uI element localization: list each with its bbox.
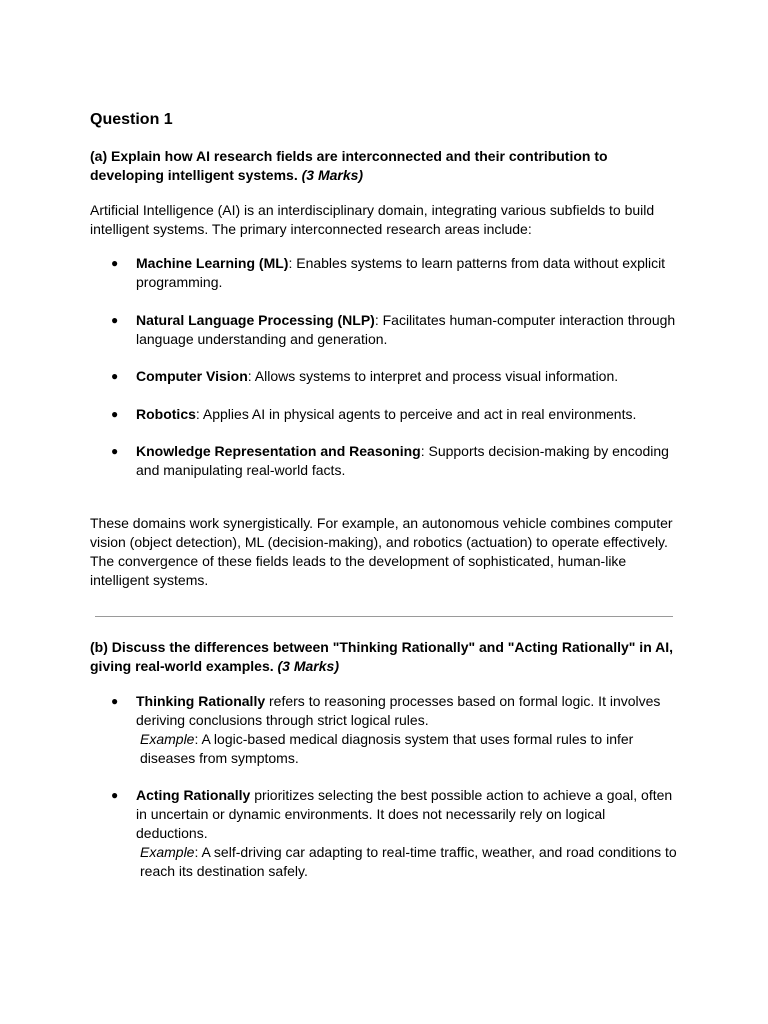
bullet-icon: ●: [111, 788, 119, 802]
example-text: : A logic-based medical diagnosis system that uses formal rules to infer diseases from symptoms.: [140, 731, 634, 766]
part-a-conclusion: These domains work synergistically. For example, an autonomous vehicle combines computer vision (object detection), ML (decision-making), and robotics (actuation) to operate effectively. The convergence of these fields leads to the development of sophisticated, human-like intelligent systems.: [90, 515, 673, 588]
list-item-term: Acting Rationally: [136, 787, 251, 803]
list-item-desc: : Applies AI in physical agents to perceive and act in real environments.: [195, 406, 637, 422]
list-item-desc: : Enables systems to learn patterns from data without explicit programming.: [136, 255, 666, 290]
part-a-intro: Artificial Intelligence (AI) is an interdisciplinary domain, integrating various subfields to build intelligent systems. The primary interconnected research areas include:: [90, 202, 655, 237]
list-item-term: Computer Vision: [136, 368, 248, 384]
bullet-icon: ●: [111, 369, 119, 383]
list-item-desc: : Allows systems to interpret and process visual information.: [247, 368, 619, 384]
list-item-desc: refers to reasoning processes based on formal logic. It involves deriving conclusions through strict logical rules.: [136, 693, 661, 728]
list-item: [90, 442, 680, 480]
part-b-heading: [90, 638, 680, 676]
list-item-term: Natural Language Processing (NLP): [136, 312, 375, 328]
example-text: : A self-driving car adapting to real-time traffic, weather, and road conditions to reach its destination safely.: [140, 844, 677, 879]
list-item-term: Machine Learning (ML): [136, 255, 289, 271]
bullet-icon: ●: [111, 313, 119, 327]
part-a-marks: (3 Marks): [301, 167, 364, 183]
bullet-icon: ●: [111, 444, 119, 458]
list-item: [90, 254, 680, 292]
bullet-icon: ●: [111, 694, 119, 708]
list-item-desc: : Supports decision-making by encoding and manipulating real-world facts.: [136, 443, 669, 478]
example-line: [136, 730, 680, 768]
bullet-icon: ●: [111, 407, 119, 421]
part-a-heading: [90, 147, 680, 185]
list-item: [90, 311, 680, 349]
example-label: Example: [140, 844, 195, 860]
part-b-heading-text: (b) Discuss the differences between "Thinking Rationally" and "Acting Rationally" in AI, giving real-world examples.: [90, 639, 674, 674]
list-item: [90, 786, 680, 881]
section-divider: [95, 616, 673, 617]
question-title: Question 1: [90, 111, 173, 128]
list-item: [90, 405, 680, 424]
list-item-desc: prioritizes selecting the best possible action to achieve a goal, often in uncertain or dynamic environments. It does not necessarily rely on logical deductions.: [136, 787, 673, 841]
bullet-icon: ●: [111, 256, 119, 270]
list-item-term: Thinking Rationally: [136, 693, 266, 709]
list-item-term: Knowledge Representation and Reasoning: [136, 443, 421, 459]
list-item-term: Robotics: [136, 406, 196, 422]
part-a-heading-text: (a) Explain how AI research fields are interconnected and their contribution to developing intelligent systems.: [90, 148, 608, 183]
part-b-marks: (3 Marks): [277, 658, 339, 674]
list-item: [90, 367, 680, 386]
example-label: Example: [140, 731, 195, 747]
example-line: [136, 843, 680, 881]
list-item-desc: : Facilitates human-computer interaction through language understanding and generation.: [136, 312, 676, 347]
list-item: [90, 692, 680, 768]
